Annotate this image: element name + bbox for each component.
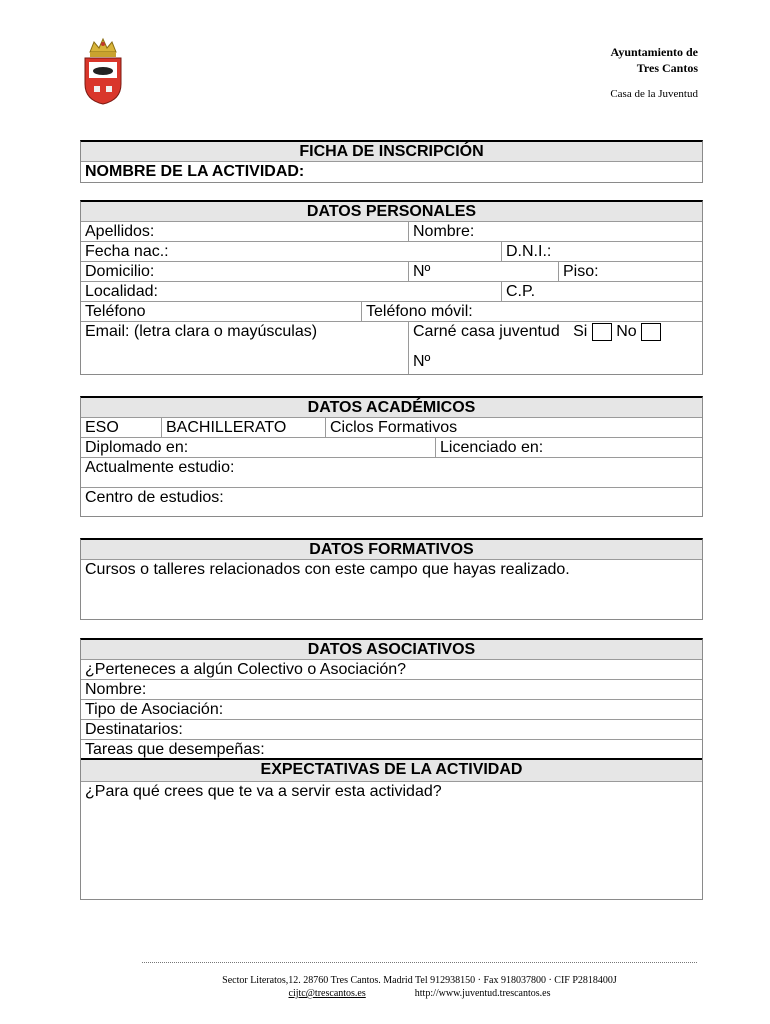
expectations-heading: EXPECTATIVAS DE LA ACTIVIDAD <box>81 760 702 782</box>
org-line-2: Tres Cantos <box>636 61 698 75</box>
tipo-row[interactable] <box>81 700 702 720</box>
piso-label: Piso: <box>558 262 599 281</box>
asoc-nombre-row[interactable] <box>81 680 702 700</box>
personal-heading: DATOS PERSONALES <box>81 202 702 222</box>
tareas-label: Tareas que desempeñas: <box>85 741 265 758</box>
cursos-label: Cursos o talleres relacionados con este campo que hayas realizado. <box>85 561 570 578</box>
nombre-label: Nombre: <box>408 222 474 241</box>
organization-name <box>611 44 698 76</box>
eso-label: ESO <box>85 419 119 436</box>
email-row[interactable] <box>81 322 702 374</box>
apellidos-row[interactable] <box>81 222 702 242</box>
expectations-question: ¿Para qué crees que te va a servir esta actividad? <box>85 783 442 800</box>
localidad-label: Localidad: <box>85 283 158 300</box>
localidad-row[interactable] <box>81 282 702 302</box>
activity-label: NOMBRE DE LA ACTIVIDAD: <box>85 163 305 180</box>
diplomado-label: Diplomado en: <box>85 439 189 456</box>
tareas-row[interactable] <box>81 740 702 760</box>
studies-row[interactable] <box>81 418 702 438</box>
fecha-label: Fecha nac.: <box>85 243 169 260</box>
carne-number-label: Nº <box>413 353 431 370</box>
pertenece-row[interactable] <box>81 660 702 680</box>
numero-label: Nº <box>408 262 430 281</box>
department-name: Casa de la Juventud <box>610 88 698 100</box>
associative-section <box>80 638 703 900</box>
cursos-row[interactable] <box>81 560 702 619</box>
footer <box>142 974 697 1000</box>
footer-divider <box>142 962 697 963</box>
destinatarios-label: Destinatarios: <box>85 721 183 738</box>
email-label: Email: (letra clara o mayúsculas) <box>85 323 318 340</box>
apellidos-label: Apellidos: <box>85 223 155 240</box>
personal-section <box>80 200 703 375</box>
centro-row[interactable] <box>81 488 702 516</box>
footer-web-link[interactable]: http://www.juventud.trescantos.es <box>414 988 551 999</box>
telefono-label: Teléfono <box>85 303 146 320</box>
destinatarios-row[interactable] <box>81 720 702 740</box>
telefono-row[interactable] <box>81 302 702 322</box>
training-section <box>80 538 703 620</box>
carne-cell <box>408 322 661 374</box>
bachillerato-label: BACHILLERATO <box>161 418 286 437</box>
training-heading: DATOS FORMATIVOS <box>81 540 702 560</box>
no-checkbox[interactable] <box>641 323 661 341</box>
centro-label: Centro de estudios: <box>85 489 224 506</box>
domicilio-row[interactable] <box>81 262 702 282</box>
activity-row[interactable] <box>81 162 702 182</box>
footer-email-link[interactable]: cijtc@trescantos.es <box>288 988 366 999</box>
org-line-1: Ayuntamiento de <box>610 45 698 59</box>
form-title: FICHA DE INSCRIPCIÓN <box>81 142 702 162</box>
asoc-nombre-label: Nombre: <box>85 681 147 698</box>
diplomado-row[interactable] <box>81 438 702 458</box>
no-label: No <box>616 323 637 340</box>
si-checkbox[interactable] <box>592 323 612 341</box>
pertenece-label: ¿Perteneces a algún Colectivo o Asociación? <box>85 661 407 678</box>
carne-label: Carné casa juventud <box>413 323 560 340</box>
tipo-label: Tipo de Asociación: <box>85 701 224 718</box>
fecha-row[interactable] <box>81 242 702 262</box>
movil-label: Teléfono móvil: <box>361 302 473 321</box>
coat-of-arms-icon <box>80 36 126 106</box>
expectations-row[interactable] <box>81 782 702 899</box>
academic-heading: DATOS ACADÉMICOS <box>81 398 702 418</box>
si-label: Si <box>573 323 588 340</box>
licenciado-label: Licenciado en: <box>435 438 543 457</box>
associative-heading: DATOS ASOCIATIVOS <box>81 640 702 660</box>
cp-label: C.P. <box>501 282 535 301</box>
actualmente-label: Actualmente estudio: <box>85 459 235 476</box>
dni-label: D.N.I.: <box>501 242 551 261</box>
ciclos-label: Ciclos Formativos <box>325 418 457 437</box>
title-section <box>80 140 703 183</box>
actualmente-row[interactable] <box>81 458 702 488</box>
footer-address: Sector Literatos,12. 28760 Tres Cantos. Madrid Tel 912938150 · Fax 918037800 · CIF P2818400J <box>222 975 617 986</box>
domicilio-label: Domicilio: <box>85 263 155 280</box>
footer-contacts <box>142 987 697 1000</box>
academic-section <box>80 396 703 517</box>
